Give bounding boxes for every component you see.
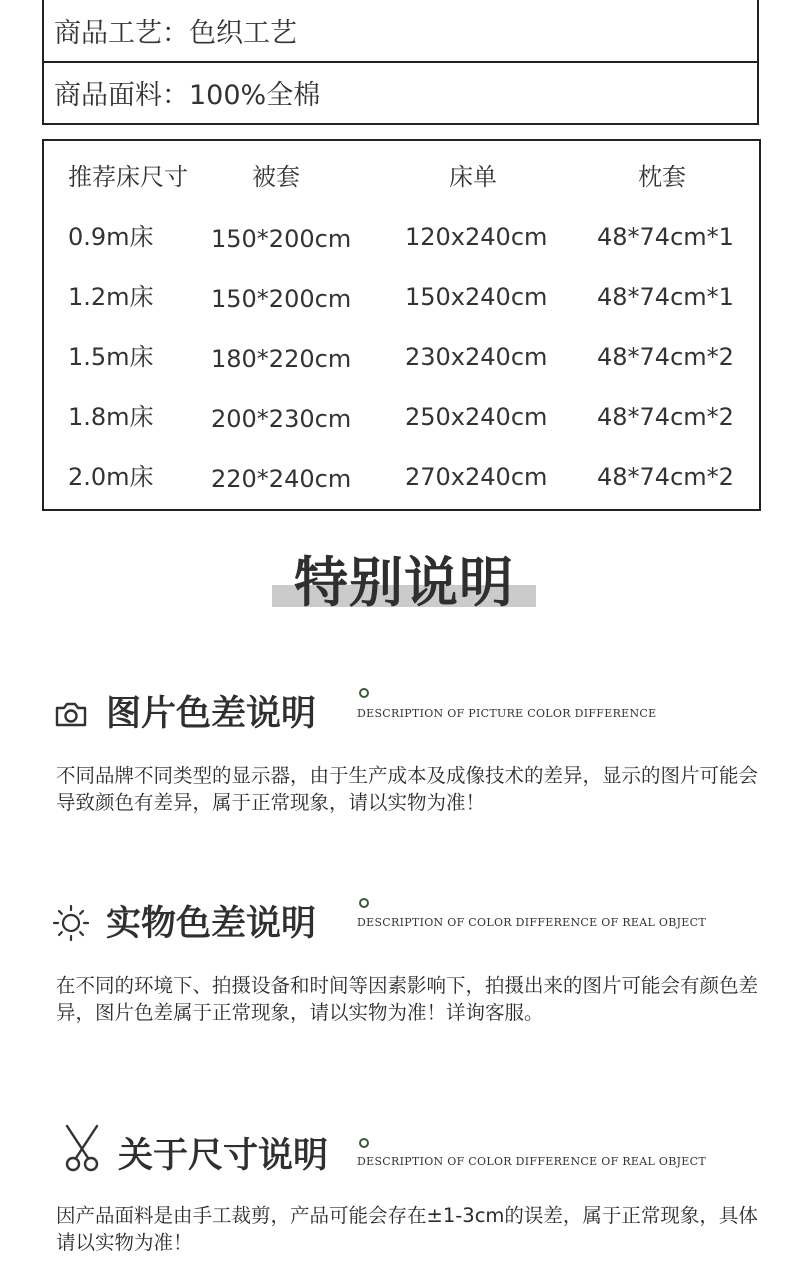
circle-mark-icon	[359, 898, 369, 908]
duvet-cover-cell: 200*230cm	[211, 405, 352, 433]
table-row	[44, 397, 759, 437]
bed-sheet-cell: 250x240cm	[405, 403, 548, 431]
section-subtitle: DESCRIPTION OF COLOR DIFFERENCE OF REAL OBJECT	[357, 1155, 706, 1168]
fabric-row	[44, 61, 757, 122]
real-object-color-difference-section	[0, 890, 790, 1030]
header-duvet-cover: 被套	[252, 163, 300, 191]
bed-size-cell: 0.9m床	[68, 223, 154, 251]
picture-color-difference-section	[0, 680, 790, 820]
special-notes-title: 特别说明	[294, 551, 514, 614]
section-subtitle: DESCRIPTION OF PICTURE COLOR DIFFERENCE	[357, 707, 657, 720]
size-note-section	[0, 1122, 790, 1262]
section-body: 因产品面料是由手工裁剪，产品可能会存在±1-3cm的误差，属于正常现象，具体请以实物为准！	[56, 1204, 758, 1254]
bed-sheet-cell: 230x240cm	[405, 343, 548, 371]
craft-text: 商品工艺：色织工艺	[54, 18, 297, 49]
bed-sheet-cell: 150x240cm	[405, 283, 548, 311]
pillowcase-cell: 48*74cm*2	[597, 343, 734, 371]
sun-icon	[52, 904, 90, 946]
section-subtitle: DESCRIPTION OF COLOR DIFFERENCE OF REAL OBJECT	[357, 916, 706, 929]
camera-icon	[54, 700, 88, 732]
section-title: 实物色差说明	[106, 904, 317, 944]
bed-size-cell: 2.0m床	[68, 463, 154, 491]
header-pillowcase: 枕套	[638, 163, 686, 191]
header-bed-size: 推荐床尺寸	[68, 163, 188, 191]
table-header-row	[44, 157, 759, 197]
bed-size-cell: 1.5m床	[68, 343, 154, 371]
duvet-cover-cell: 180*220cm	[211, 345, 352, 373]
section-title: 图片色差说明	[106, 694, 317, 734]
pillowcase-cell: 48*74cm*1	[597, 223, 734, 251]
bed-size-cell: 1.2m床	[68, 283, 154, 311]
duvet-cover-cell: 150*200cm	[211, 285, 352, 313]
pillowcase-cell: 48*74cm*2	[597, 463, 734, 491]
product-info-box	[42, 0, 759, 125]
section-title: 关于尺寸说明	[118, 1136, 329, 1176]
section-body: 在不同的环境下、拍摄设备和时间等因素影响下，拍摄出来的图片可能会有颜色差异，图片色差属于正常现象，请以实物为准！详询客服。	[56, 974, 759, 1024]
pillowcase-cell: 48*74cm*1	[597, 283, 734, 311]
size-table	[42, 139, 761, 511]
bed-size-cell: 1.8m床	[68, 403, 154, 431]
fabric-text: 商品面料：100%全棉	[54, 80, 321, 111]
header-bed-sheet: 床单	[449, 163, 497, 191]
bed-sheet-cell: 270x240cm	[405, 463, 548, 491]
section-body: 不同品牌不同类型的显示器，由于生产成本及成像技术的差异，显示的图片可能会导致颜色有差异，属于正常现象，请以实物为准！	[56, 764, 759, 814]
table-row	[44, 217, 759, 257]
craft-row	[44, 0, 757, 61]
table-row	[44, 337, 759, 377]
special-notes-heading	[272, 540, 536, 614]
bed-sheet-cell: 120x240cm	[405, 223, 548, 251]
scissors-icon	[62, 1124, 102, 1176]
circle-mark-icon	[359, 688, 369, 698]
table-row	[44, 457, 759, 497]
duvet-cover-cell: 220*240cm	[211, 465, 352, 493]
pillowcase-cell: 48*74cm*2	[597, 403, 734, 431]
table-row	[44, 277, 759, 317]
duvet-cover-cell: 150*200cm	[211, 225, 352, 253]
circle-mark-icon	[359, 1138, 369, 1148]
